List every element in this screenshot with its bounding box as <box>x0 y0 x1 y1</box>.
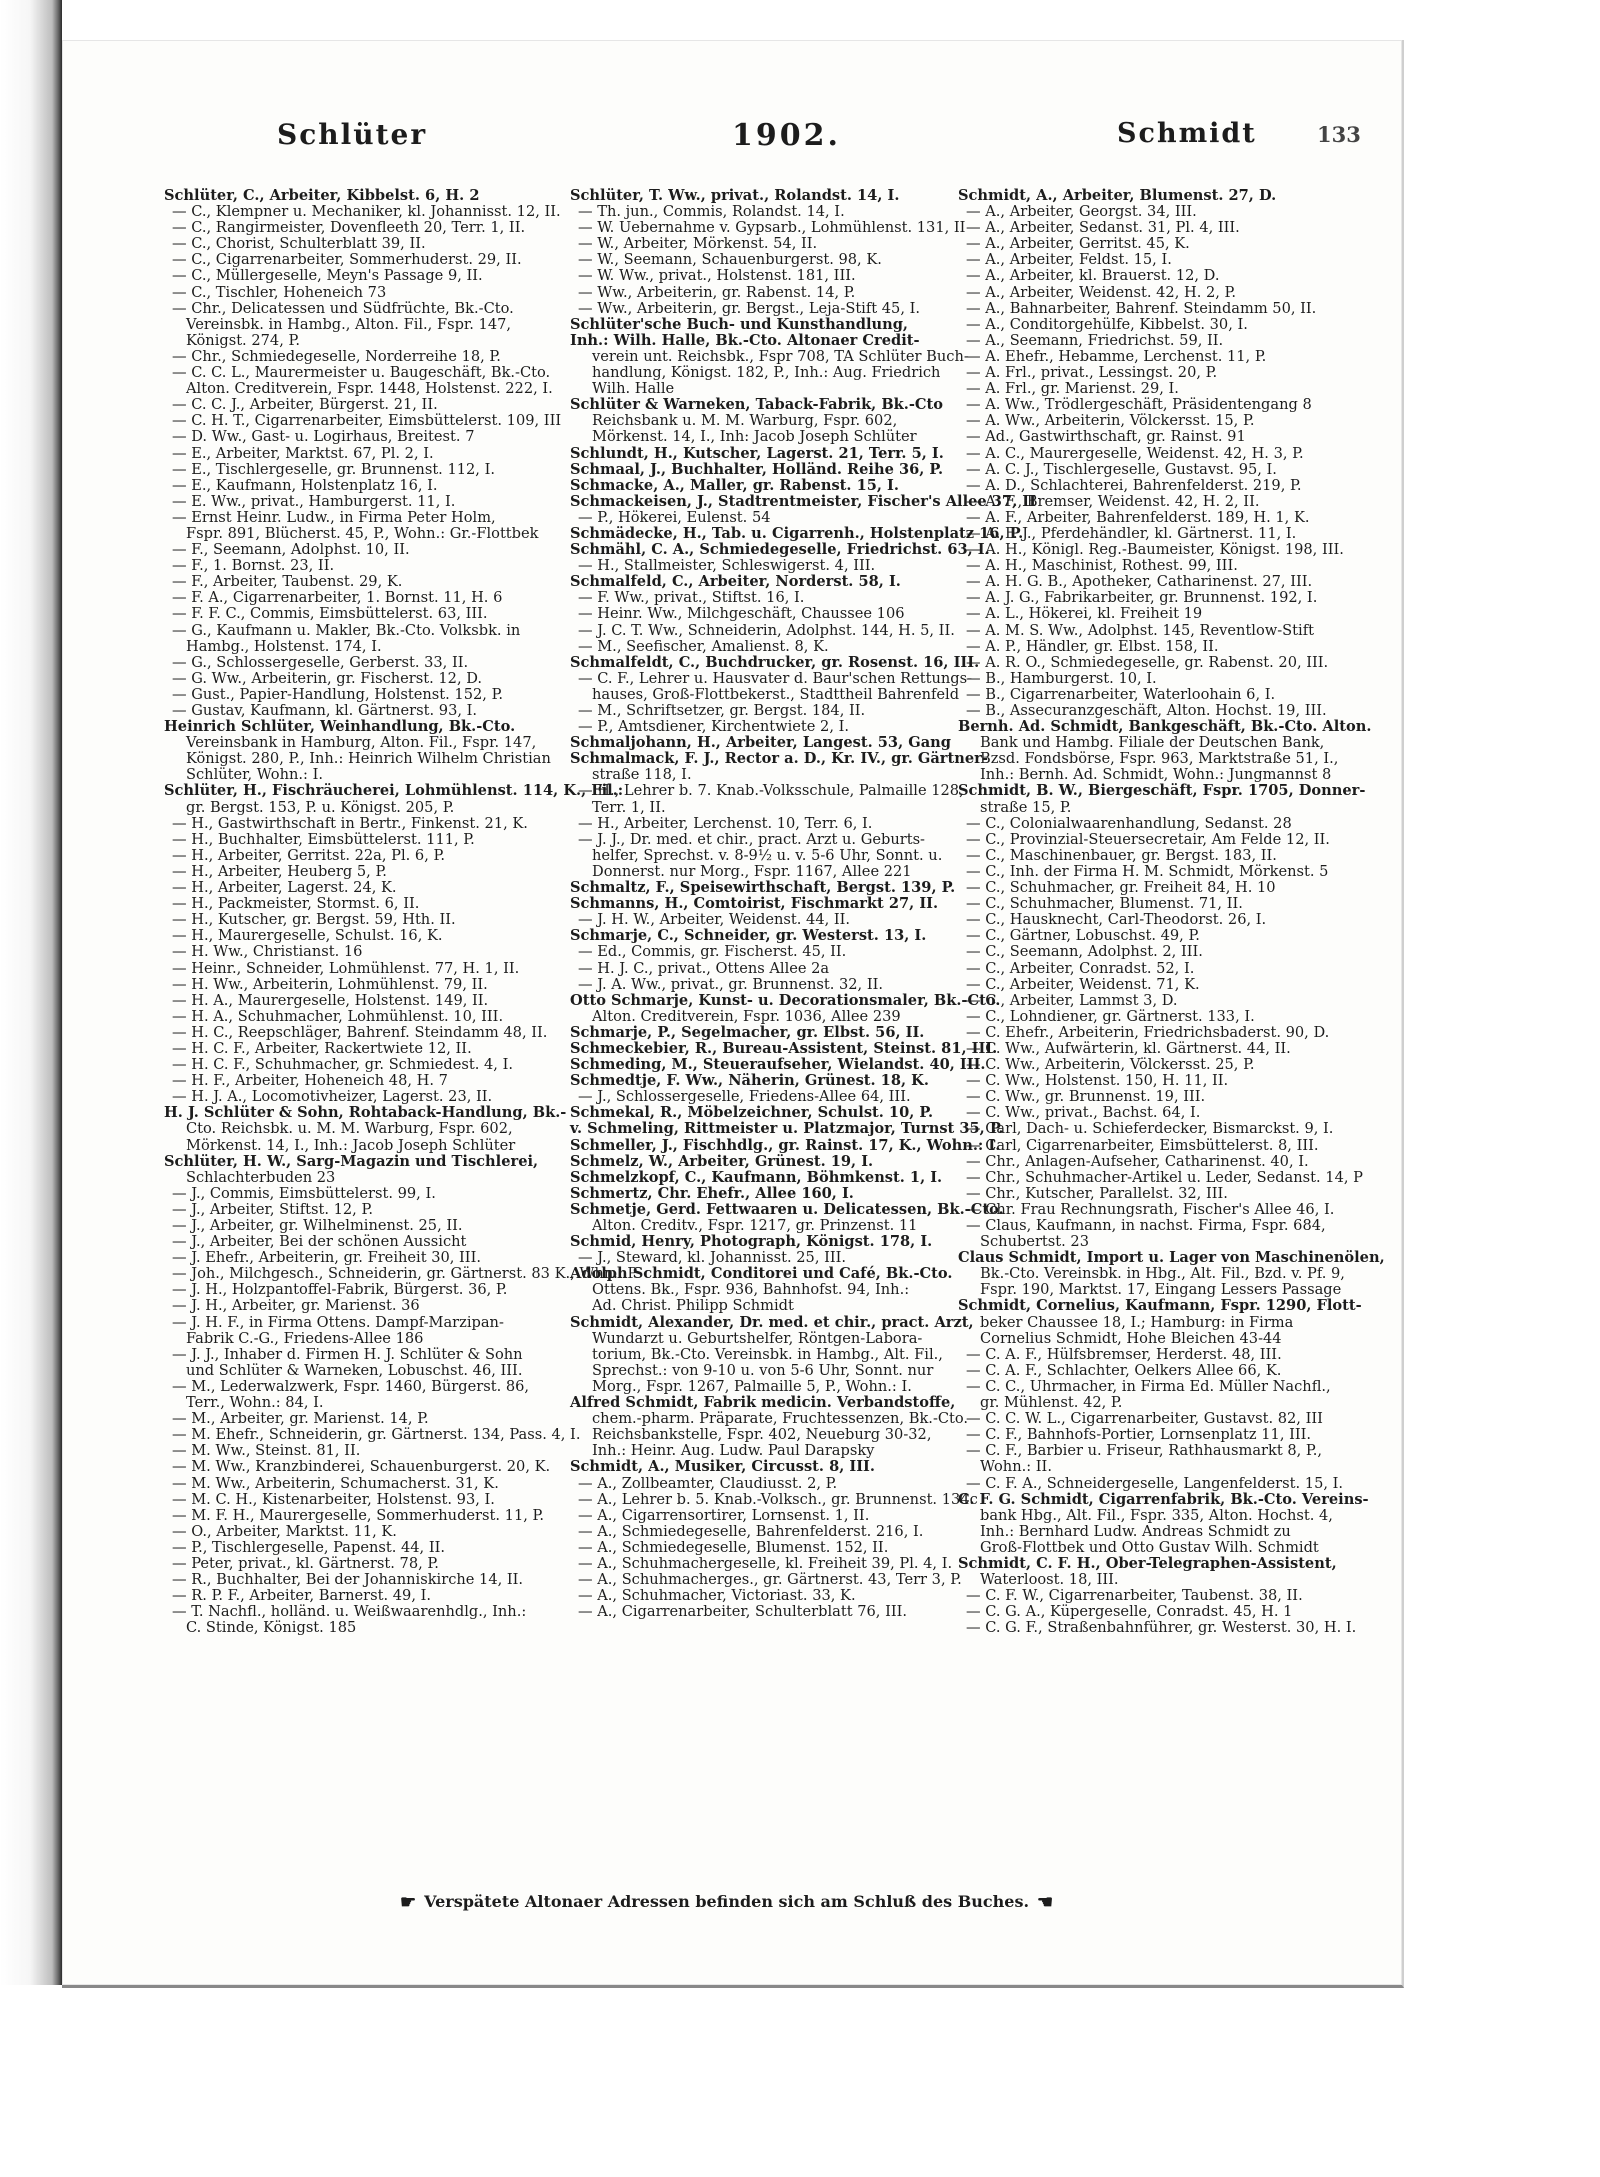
directory-entry: Schmelzkopf, C., Kaufmann, Böhmkenst. 1, I. <box>570 1168 943 1186</box>
directory-entry: Inh.: Wilh. Halle, Bk.-Cto. Altonaer Credit- <box>570 331 920 349</box>
directory-entry: — G., Kaufmann u. Makler, Bk.-Cto. Volksbk. in <box>172 621 521 639</box>
directory-entry: Schmekal, R., Möbelzeichner, Schulst. 10, P. <box>570 1104 934 1122</box>
directory-entry: — H., Maurergeselle, Schulst. 16, K. <box>172 927 443 945</box>
directory-entry: — Chr. Frau Rechnungsrath, Fischer's Allee 46, I. <box>966 1200 1335 1218</box>
directory-entry: — H., Stallmeister, Schleswigerst. 4, III. <box>578 557 876 575</box>
directory-entry: Schlachterbuden 23 <box>186 1168 336 1186</box>
directory-entry: — Heinr., Schneider, Lohmühlenst. 77, H. 1, II. <box>172 959 520 977</box>
directory-entry: — B., Assecuranzgeschäft, Alton. Hochst. 19, III. <box>966 702 1327 719</box>
directory-entry: Terr. 1, II. <box>592 798 666 816</box>
directory-entry: — C., Lohndiener, gr. Gärtnerst. 133, I. <box>966 1007 1255 1025</box>
directory-entry: — Gust., Papier-Handlung, Holstenst. 152, P. <box>172 685 504 703</box>
directory-entry: Inh.: Heinr. Aug. Ludw. Paul Darapsky <box>592 1442 875 1460</box>
directory-entry: H. J. Schlüter & Sohn, Rohtaback-Handlung, Bk.- <box>164 1104 567 1122</box>
directory-entry: Schmidt, A., Musiker, Circusst. 8, III. <box>570 1458 875 1476</box>
directory-entry: Königst. 274, P. <box>186 331 300 349</box>
directory-entry: — C., Müllergeselle, Meyn's Passage 9, II. <box>172 267 483 285</box>
directory-entry: — C. F., Lehrer u. Hausvater d. Baur'schen Rettungs- <box>578 669 973 687</box>
directory-entry: — A., Arbeiter, Sedanst. 31, Pl. 4, III. <box>966 219 1240 237</box>
directory-entry: — C., Klempner u. Mechaniker, kl. Johannisst. 12, II. <box>172 203 561 221</box>
directory-entry: Schmidt, C. F. H., Ober-Telegraphen-Assistent, <box>958 1554 1337 1572</box>
directory-entry: — P., Tischlergeselle, Papenst. 44, II. <box>172 1538 445 1556</box>
directory-entry: — C. Ww., Aufwärterin, kl. Gärtnerst. 44, II. <box>966 1039 1291 1057</box>
directory-entry: — M., Arbeiter, gr. Marienst. 14, P. <box>172 1410 429 1428</box>
directory-entry: — Ww., Arbeiterin, gr. Bergst., Leja-Stift 45, I. <box>578 299 921 317</box>
directory-entry: — G., Schlossergeselle, Gerberst. 33, II. <box>172 653 469 671</box>
directory-entry: — H. J. A., Locomotivheizer, Lagerst. 23, II. <box>172 1088 493 1106</box>
directory-entry: — H. Ww., Arbeiterin, Lohmühlenst. 79, II. <box>172 975 488 993</box>
directory-entry: — C., Arbeiter, Conradst. 52, I. <box>966 959 1195 977</box>
directory-entry: Schmidt, A., Arbeiter, Blumenst. 27, D. <box>958 187 1277 204</box>
directory-entry: Schlüter, H. W., Sarg-Magazin und Tischlerei, <box>164 1152 539 1170</box>
directory-entry: — A., Conditorgehülfe, Kibbelst. 30, I. <box>966 315 1248 333</box>
directory-entry: Schmertz, Chr. Ehefr., Allee 160, I. <box>570 1184 854 1202</box>
directory-entry: — C. C., Uhrmacher, in Firma Ed. Müller Nachfl., <box>966 1377 1331 1395</box>
directory-entry: — Gustav, Kaufmann, kl. Gärtnerst. 93, I. <box>172 702 478 719</box>
directory-entry: — M. F. H., Maurergeselle, Sommerhuderst. 11, P. <box>172 1506 545 1524</box>
directory-entry: — H. A., Schuhmacher, Lohmühlenst. 10, III. <box>172 1007 504 1025</box>
directory-entry: — W. Ww., privat., Holstenst. 181, III. <box>578 267 856 285</box>
directory-entry: — A. M. S. Ww., Adolphst. 145, Reventlow-Stift <box>966 621 1314 639</box>
directory-entry: Wundarzt u. Geburtshelfer, Röntgen-Labora- <box>592 1329 923 1347</box>
directory-entry: — C. C. W. L., Cigarrenarbeiter, Gustavst. 82, III <box>966 1410 1323 1428</box>
directory-entry: Schlundt, H., Kutscher, Lagerst. 21, Terr. 5, I. <box>570 444 944 462</box>
directory-entry: — M., Schriftsetzer, gr. Bergst. 184, II. <box>578 702 866 719</box>
directory-entry: Ad. Christ. Philipp Schmidt <box>592 1297 794 1315</box>
directory-entry: — M. Ww., Steinst. 81, II. <box>172 1442 361 1460</box>
page-header <box>62 118 1402 158</box>
directory-entry: straße 15, P. <box>980 798 1072 816</box>
directory-entry: Schmidt, Alexander, Dr. med. et chir., pract. Arzt, <box>570 1313 974 1331</box>
directory-entry: — H., Lehrer b. 7. Knab.-Volksschule, Palmaille 128, <box>578 782 964 800</box>
directory-entry: Vereinsbk. in Hambg., Alton. Fil., Fspr. 147, <box>186 315 512 333</box>
directory-entry: gr. Bergst. 153, P. u. Königst. 205, P. <box>186 798 455 816</box>
directory-entry: — B., Cigarrenarbeiter, Waterloohain 6, I. <box>966 685 1276 703</box>
directory-entry: — Chr., Kutscher, Parallelst. 32, III. <box>966 1184 1228 1202</box>
directory-entry: Hambg., Holstenst. 174, I. <box>186 637 382 655</box>
directory-entry: — H., Gastwirthschaft in Bertr., Finkenst. 21, K. <box>172 814 528 832</box>
directory-entry: — G. Ww., Arbeiterin, gr. Fischerst. 12, D. <box>172 669 483 687</box>
directory-entry: v. Schmeling, Rittmeister u. Platzmajor, Turnst 35, P. <box>570 1120 1004 1138</box>
directory-entry: — J., Arbeiter, Bei der schönen Aussicht <box>172 1233 467 1251</box>
directory-entry: — C. Ww., gr. Brunnenst. 19, III. <box>966 1088 1206 1106</box>
directory-entry: — Th. jun., Commis, Rolandst. 14, I. <box>578 203 845 221</box>
directory-entry: — C., Schuhmacher, Blumenst. 71, II. <box>966 895 1243 913</box>
directory-entry: handlung, Königst. 182, P., Inh.: Aug. Friedrich <box>592 364 941 382</box>
directory-entry: — C., Maschinenbauer, gr. Bergst. 183, II. <box>966 846 1277 864</box>
directory-entry: — C., Rangirmeister, Dovenfleeth 20, Terr. 1, II. <box>172 219 526 237</box>
directory-entry: Fspr. 891, Blücherst. 45, P., Wohn.: Gr.-Flottbek <box>186 524 539 542</box>
directory-entry: — F., 1. Bornst. 23, II. <box>172 557 335 575</box>
directory-entry: Alfred Schmidt, Fabrik medicin. Verbandstoffe, <box>570 1394 956 1412</box>
directory-entry: torium, Bk.-Cto. Vereinsbk. in Hambg., Alt. Fil., <box>592 1345 943 1363</box>
directory-entry: — F., Arbeiter, Taubenst. 29, K. <box>172 573 403 591</box>
pointing-hand-icon: ☛ <box>1037 1892 1054 1913</box>
directory-entry: — A., Cigarrensortirer, Lornsenst. 1, II. <box>578 1506 870 1524</box>
directory-entry: Schlüter, Wohn.: I. <box>186 766 323 784</box>
directory-entry: — A., Schmiedegeselle, Bahrenfelderst. 216, I. <box>578 1522 924 1540</box>
directory-entry: Schmaltz, F., Speisewirthschaft, Bergst. 139, P. <box>570 879 956 897</box>
directory-entry: — C., Colonialwaarenhandlung, Sedanst. 28 <box>966 814 1292 832</box>
directory-entry: Schlüter, C., Arbeiter, Kibbelst. 6, H. 2 <box>164 187 480 204</box>
directory-entry: — C., Provinzial-Steuersecretair, Am Felde 12, II. <box>966 830 1330 848</box>
directory-entry: gr. Mühlenst. 42, P. <box>980 1394 1123 1412</box>
directory-entry: Schmalfeldt, C., Buchdrucker, gr. Rosenst. 16, III. <box>570 653 980 671</box>
directory-entry: — F. F. C., Commis, Eimsbüttelerst. 63, III. <box>172 605 488 623</box>
directory-entry: Donnerst. nur Morg., Fspr. 1167, Allee 221 <box>592 862 912 880</box>
pointing-hand-icon: ☛ <box>400 1892 417 1913</box>
directory-entry: — C., Inh. der Firma H. M. Schmidt, Mörkenst. 5 <box>966 862 1329 880</box>
directory-entry: Schmarje, C., Schneider, gr. Westerst. 13, I. <box>570 927 927 945</box>
directory-entry: Claus Schmidt, Import u. Lager von Maschinenölen, <box>958 1249 1385 1267</box>
directory-entry: Schmanns, H., Comtoirist, Fischmarkt 27, II. <box>570 895 939 913</box>
directory-entry: — C., Tischler, Hoheneich 73 <box>172 283 387 301</box>
directory-entry: — E., Arbeiter, Marktst. 67, Pl. 2, I. <box>172 444 434 462</box>
directory-entry: Schubertst. 23 <box>980 1233 1089 1251</box>
directory-entry: — M. Ehefr., Schneiderin, gr. Gärtnerst. 134, Pass. 4, I. <box>172 1426 581 1444</box>
directory-entry: — C. F. A., Schneidergeselle, Langenfelderst. 15, I. <box>966 1474 1344 1492</box>
directory-entry: — E., Tischlergeselle, gr. Brunnenst. 112, I. <box>172 460 495 478</box>
directory-entry: — A., Arbeiter, Feldst. 15, I. <box>966 251 1172 269</box>
directory-entry: — F., Seemann, Adolphst. 10, II. <box>172 541 410 559</box>
directory-entry: — Ed., Commis, gr. Fischerst. 45, II. <box>578 943 847 961</box>
directory-entry: Vereinsbank in Hamburg, Alton. Fil., Fspr. 147, <box>186 734 537 752</box>
directory-entry: Adolph Schmidt, Conditorei und Café, Bk.-Cto. <box>570 1265 953 1283</box>
directory-entry: chem.-pharm. Präparate, Fruchtessenzen, Bk.-Cto. <box>592 1410 969 1428</box>
directory-entry: — M., Seefischer, Amalienst. 8, K. <box>578 637 829 655</box>
directory-entry: — C., Gärtner, Lobuschst. 49, P. <box>966 927 1200 945</box>
directory-entry: Schmalmack, F. J., Rector a. D., Kr. IV., gr. Gärtner- <box>570 750 988 768</box>
directory-entry: — Ad., Gastwirthschaft, gr. Rainst. 91 <box>966 428 1246 446</box>
directory-entry: — J. H., Arbeiter, gr. Marienst. 36 <box>172 1297 420 1315</box>
directory-entry: beker Chaussee 18, I.; Hamburg: in Firma <box>980 1313 1294 1331</box>
directory-entry: — H. C. F., Schuhmacher, gr. Schmiedest. 4, I. <box>172 1056 513 1074</box>
directory-entry: — A., Schuhmacherges., gr. Gärtnerst. 43, Terr 3, P. <box>578 1571 962 1589</box>
directory-entry: — J. J., Dr. med. et chir., pract. Arzt u. Geburts- <box>578 830 925 848</box>
directory-entry: Bank und Hambg. Filiale der Deutschen Bank, <box>980 734 1325 752</box>
directory-entry: Schmeller, J., Fischhdlg., gr. Rainst. 17, K., Wohn.: I. <box>570 1136 1001 1154</box>
directory-entry: Alton. Creditverein, Fspr. 1448, Holstenst. 222, I. <box>186 380 553 398</box>
directory-entry: — H., Arbeiter, Gerritst. 22a, Pl. 6, P. <box>172 846 445 864</box>
directory-entry: helfer, Sprechst. v. 8-9½ u. v. 5-6 Uhr, Sonnt. u. <box>592 846 943 864</box>
directory-entry: — P., Hökerei, Eulenst. 54 <box>578 508 771 526</box>
directory-entry: Waterloost. 18, III. <box>980 1571 1119 1589</box>
directory-entry: — C. Ehefr., Arbeiterin, Friedrichsbaderst. 90, D. <box>966 1023 1330 1041</box>
directory-entry: — A. H., Königl. Reg.-Baumeister, Königst. 198, III. <box>966 541 1344 559</box>
directory-entry: Schmähl, C. A., Schmiedegeselle, Friedrichst. 63, I. <box>570 541 990 559</box>
directory-entry: Morg., Fspr. 1267, Palmaille 5, P., Wohn.: I. <box>592 1377 912 1395</box>
directory-entry: bank Hbg., Alt. Fil., Fspr. 335, Alton. Hochst. 4, <box>980 1506 1333 1524</box>
directory-entry: — Carl, Dach- u. Schieferdecker, Bismarckst. 9, I. <box>966 1120 1334 1138</box>
directory-entry: Fspr. 190, Marktst. 17, Eingang Lessers Passage <box>980 1281 1342 1299</box>
directory-entry: — W. Uebernahme v. Gypsarb., Lohmühlenst. 131, II <box>578 219 966 237</box>
directory-entry: — A. C. J., Tischlergeselle, Gustavst. 95, I. <box>966 460 1277 478</box>
directory-entry: — B., Hamburgerst. 10, I. <box>966 669 1157 687</box>
directory-entry: — W., Seemann, Schauenburgerst. 98, K. <box>578 251 882 269</box>
directory-entry: — A. H. G. B., Apotheker, Catharinenst. 27, III. <box>966 573 1313 591</box>
directory-entry: — E., Kaufmann, Holstenplatz 16, I. <box>172 476 438 494</box>
directory-entry: Alton. Creditverein, Fspr. 1036, Allee 239 <box>592 1007 901 1025</box>
footer-notice <box>392 1892 1172 1913</box>
directory-entry: Wilh. Halle <box>592 380 675 398</box>
directory-entry: — J. Ehefr., Arbeiterin, gr. Freiheit 30, III. <box>172 1249 481 1267</box>
directory-entry: Schmarje, P., Segelmacher, gr. Elbst. 56, II. <box>570 1023 925 1041</box>
directory-entry: — C. Ww., privat., Bachst. 64, I. <box>966 1104 1201 1122</box>
directory-entry: — Carl, Cigarrenarbeiter, Eimsbüttelerst. 8, III. <box>966 1136 1319 1154</box>
directory-entry: Schmedtje, F. Ww., Näherin, Grünest. 18, K. <box>570 1072 929 1090</box>
directory-entry: — J. C. T. Ww., Schneiderin, Adolphst. 144, H. 5, II. <box>578 621 955 639</box>
directory-entry: — C. C. J., Arbeiter, Bürgerst. 21, II. <box>172 396 438 414</box>
directory-entry: — Chr., Anlagen-Aufseher, Catharinenst. 40, I. <box>966 1152 1309 1170</box>
footer-text: Verspätete Altonaer Adressen befinden sich am Schluß des Buches. <box>424 1892 1030 1911</box>
directory-entry: — E. Ww., privat., Hamburgerst. 11, I. <box>172 492 456 510</box>
directory-entry: Bernh. Ad. Schmidt, Bankgeschäft, Bk.-Cto. Alton. <box>958 718 1372 736</box>
directory-entry: Königst. 280, P., Inh.: Heinrich Wilhelm Christian <box>186 750 551 768</box>
directory-entry: Schmaal, J., Buchhalter, Holländ. Reihe 36, P. <box>570 460 944 478</box>
page-number: 133 <box>1317 122 1361 147</box>
directory-entry: — R. P. F., Arbeiter, Barnerst. 49, I. <box>172 1587 432 1605</box>
header-left-keyword: Schlüter <box>277 118 428 151</box>
directory-entry: — A. Ww., Arbeiterin, Völckersst. 15, P. <box>966 412 1255 430</box>
directory-entry: — A. F. J., Pferdehändler, kl. Gärtnerst. 11, I. <box>966 524 1297 542</box>
directory-entry: — C., Cigarrenarbeiter, Sommerhuderst. 29, II. <box>172 251 522 269</box>
directory-entry: — A., Arbeiter, Weidenst. 42, H. 2, P. <box>966 283 1237 301</box>
directory-entry: — H., Arbeiter, Lerchenst. 10, Terr. 6, I. <box>578 814 873 832</box>
directory-entry: — J. H. W., Arbeiter, Weidenst. 44, II. <box>578 911 851 929</box>
directory-entry: — A., Arbeiter, Gerritst. 45, K. <box>966 235 1190 253</box>
directory-entry: — H., Arbeiter, Lagerst. 24, K. <box>172 879 397 897</box>
directory-entry: — C., Chorist, Schulterblatt 39, II. <box>172 235 426 253</box>
directory-entry: — A. L., Hökerei, kl. Freiheit 19 <box>966 605 1203 623</box>
directory-entry: — A., Schuhmachergeselle, kl. Freiheit 39, Pl. 4, I. <box>578 1554 953 1572</box>
directory-page <box>62 40 1404 1988</box>
directory-entry: — A. Frl., gr. Marienst. 29, I. <box>966 380 1179 398</box>
directory-entry: — C., Seemann, Adolphst. 2, III. <box>966 943 1203 961</box>
directory-entry: — C. G. F., Straßenbahnführer, gr. Westerst. 30, H. I. <box>966 1619 1357 1637</box>
directory-entry: Ottens. Bk., Fspr. 936, Bahnhofst. 94, Inh.: <box>592 1281 910 1299</box>
directory-entry: — W., Arbeiter, Mörkenst. 54, II. <box>578 235 818 253</box>
directory-entry: — H. A., Maurergeselle, Holstenst. 149, II. <box>172 991 489 1009</box>
directory-entry: — A., Schuhmacher, Victoriast. 33, K. <box>578 1587 856 1605</box>
directory-entry: — Chr., Schuhmacher-Artikel u. Leder, Sedanst. 14, P <box>966 1168 1363 1186</box>
directory-entry: — A. Ehefr., Hebamme, Lerchenst. 11, P. <box>966 347 1267 365</box>
directory-entry: — A., Lehrer b. 5. Knab.-Volksch., gr. Brunnenst. 134c <box>578 1490 978 1508</box>
directory-entry: Bk.-Cto. Vereinsbk. in Hbg., Alt. Fil., Bzd. v. Pf. 9, <box>980 1265 1345 1283</box>
directory-entry: — C., Arbeiter, Lammst 3, D. <box>966 991 1178 1009</box>
directory-entry: — Peter, privat., kl. Gärtnerst. 78, P. <box>172 1554 439 1572</box>
directory-entry: — A., Cigarrenarbeiter, Schulterblatt 76, III. <box>578 1603 907 1621</box>
directory-entry: — Ww., Arbeiterin, gr. Rabenst. 14, P. <box>578 283 856 301</box>
directory-entry: Sprechst.: von 9-10 u. von 5-6 Uhr, Sonnt. nur <box>592 1361 934 1379</box>
directory-entry: Schmid, Henry, Photograph, Königst. 178, I. <box>570 1233 933 1251</box>
directory-entry: Mörkenst. 14, I., Inh: Jacob Joseph Schlüter <box>592 428 917 446</box>
directory-entry: Mörkenst. 14, I., Inh.: Jacob Joseph Schlüter <box>186 1136 516 1154</box>
directory-entry: Schmidt, B. W., Biergeschäft, Fspr. 1705, Donner- <box>958 782 1366 800</box>
directory-entry: — H., Buchhalter, Eimsbüttelerst. 111, P. <box>172 830 475 848</box>
directory-entry: — C. Ww., Holstenst. 150, H. 11, II. <box>966 1072 1229 1090</box>
directory-entry: Reichsbank u. M. M. Warburg, Fspr. 602, <box>592 412 898 430</box>
directory-entry: Schmeding, M., Steueraufseher, Wielandst. 40, III. <box>570 1056 986 1074</box>
directory-entry: — M., Lederwalzwerk, Fspr. 1460, Bürgerst. 86, <box>172 1377 530 1395</box>
directory-entry: hauses, Groß-Flottbekerst., Stadttheil Bahrenfeld <box>592 685 960 703</box>
directory-entry: — C. C. L., Maurermeister u. Baugeschäft, Bk.-Cto. <box>172 364 551 382</box>
directory-entry: — H., Kutscher, gr. Bergst. 59, Hth. II. <box>172 911 456 929</box>
directory-entry: — J., Arbeiter, gr. Wilhelminenst. 25, II. <box>172 1217 463 1234</box>
column-3 <box>958 187 1385 1868</box>
directory-entry: — A. P., Händler, gr. Elbst. 158, II. <box>966 637 1219 655</box>
directory-entry: Schmackeisen, J., Stadtrentmeister, Fischer's Allee 37, II <box>570 492 1036 510</box>
directory-entry: — A., Zollbeamter, Claudiusst. 2, P. <box>578 1474 838 1492</box>
directory-entry: — H. Ww., Christianst. 16 <box>172 943 363 961</box>
header-right-keyword: Schmidt <box>1117 118 1257 149</box>
directory-entry: Fabrik C.-G., Friedens-Allee 186 <box>186 1329 424 1347</box>
directory-entry: verein unt. Reichsbk., Fspr 708, TA Schlüter Buch- <box>592 347 969 365</box>
directory-entry: Schlüter, T. Ww., privat., Rolandst. 14, I. <box>570 187 900 204</box>
directory-entry: — A. F., Bremser, Weidenst. 42, H. 2, II. <box>966 492 1260 510</box>
directory-entry: — F. A., Cigarrenarbeiter, 1. Bornst. 11, H. 6 <box>172 589 503 607</box>
directory-entry: straße 118, I. <box>592 766 692 784</box>
directory-entry: Schmetje, Gerd. Fettwaaren u. Delicatessen, Bk.-Cto. <box>570 1200 1004 1218</box>
directory-entry: — C. H. T., Cigarrenarbeiter, Eimsbüttelerst. 109, III <box>172 412 562 430</box>
directory-entry: — A. R. O., Schmiedegeselle, gr. Rabenst. 20, III. <box>966 653 1329 671</box>
directory-entry: — J. A. Ww., privat., gr. Brunnenst. 32, II. <box>578 975 884 993</box>
directory-entry: — A. Ww., Trödlergeschäft, Präsidentengang 8 <box>966 396 1312 414</box>
directory-entry: — A. F., Arbeiter, Bahrenfelderst. 189, H. 1, K. <box>966 508 1310 526</box>
directory-entry: — M. Ww., Kranzbinderei, Schauenburgerst. 20, K. <box>172 1458 551 1476</box>
directory-entry: Bzsd. Fondsbörse, Fspr. 963, Marktstraße 51, I., <box>980 750 1339 768</box>
directory-entry: — P., Amtsdiener, Kirchentwiete 2, I. <box>578 718 849 736</box>
directory-entry: Inh.: Bernh. Ad. Schmidt, Wohn.: Jungmannst 8 <box>980 766 1332 784</box>
directory-entry: — H., Packmeister, Stormst. 6, II. <box>172 895 420 913</box>
directory-entry: — Heinr. Ww., Milchgeschäft, Chaussee 106 <box>578 605 905 623</box>
directory-entry: — H. F., Arbeiter, Hoheneich 48, H. 7 <box>172 1072 448 1090</box>
directory-entry: — A. D., Schlachterei, Bahrenfelderst. 219, P. <box>966 476 1302 494</box>
directory-entry: — C. Ww., Arbeiterin, Völckersst. 25, P. <box>966 1056 1255 1074</box>
directory-entry: — Joh., Milchgesch., Schneiderin, gr. Gärtnerst. 83 K., Whn.: P <box>172 1265 638 1283</box>
directory-entry: — A., Schmiedegeselle, Blumenst. 152, II. <box>578 1538 889 1556</box>
directory-entry: — J. H., Holzpantoffel-Fabrik, Bürgerst. 36, P. <box>172 1281 508 1299</box>
scan-edge <box>0 0 62 1985</box>
directory-entry: — M. C. H., Kistenarbeiter, Holstenst. 93, I. <box>172 1490 495 1508</box>
directory-entry: — A. H., Maschinist, Rothest. 99, III. <box>966 557 1238 575</box>
directory-entry: — C., Arbeiter, Weidenst. 71, K. <box>966 975 1200 993</box>
directory-entry: Schmaljohann, H., Arbeiter, Langest. 53, Gang <box>570 734 951 752</box>
directory-entry: — J., Arbeiter, Stiftst. 12, P. <box>172 1200 373 1218</box>
directory-entry: — Chr., Schmiedegeselle, Norderreihe 18, P. <box>172 347 501 365</box>
directory-entry: C. Stinde, Königst. 185 <box>186 1619 357 1637</box>
directory-entry: Schlüter'sche Buch- und Kunsthandlung, <box>570 315 909 333</box>
header-year: 1902. <box>732 118 841 153</box>
directory-entry: Terr., Wohn.: 84, I. <box>186 1394 324 1412</box>
directory-entry: — H. J. C., privat., Ottens Allee 2a <box>578 959 830 977</box>
directory-entry: — A., Arbeiter, Georgst. 34, III. <box>966 203 1197 221</box>
directory-entry: Schmacke, A., Maller, gr. Rabenst. 15, I. <box>570 476 899 494</box>
directory-entry: — H. C. F., Arbeiter, Rackertwiete 12, II. <box>172 1039 472 1057</box>
directory-entry: Wohn.: II. <box>980 1458 1052 1476</box>
directory-entry: Alton. Creditv., Fspr. 1217, gr. Prinzenst. 11 <box>592 1217 918 1234</box>
directory-entry: Reichsbankstelle, Fspr. 402, Neueburg 30-32, <box>592 1426 932 1444</box>
directory-entry: — J., Schlossergeselle, Friedens-Allee 64, III. <box>578 1088 911 1106</box>
directory-entry: — A. J. G., Fabrikarbeiter, gr. Brunnenst. 192, I. <box>966 589 1318 607</box>
directory-entry: — F. Ww., privat., Stiftst. 16, I. <box>578 589 805 607</box>
directory-entry: — C. A. F., Schlachter, Oelkers Allee 66, K. <box>966 1361 1282 1379</box>
directory-entry: — Ernst Heinr. Ludw., in Firma Peter Holm, <box>172 508 496 526</box>
directory-entry: Schmelz, W., Arbeiter, Grünest. 19, I. <box>570 1152 874 1170</box>
directory-entry: Cornelius Schmidt, Hohe Bleichen 43-44 <box>980 1329 1282 1347</box>
directory-entry: — C., Schuhmacher, gr. Freiheit 84, H. 10 <box>966 879 1276 897</box>
directory-entry: — A. Frl., privat., Lessingst. 20, P. <box>966 364 1218 382</box>
directory-entry: — O., Arbeiter, Marktst. 11, K. <box>172 1522 397 1540</box>
directory-entry: Schlüter, H., Fischräucherei, Lohmühlenst. 114, K., Fil.: <box>164 782 624 800</box>
directory-entry: — C., Hausknecht, Carl-Theodorst. 26, I. <box>966 911 1267 929</box>
directory-entry: — J. H. F., in Firma Ottens. Dampf-Marzipan- <box>172 1313 504 1331</box>
directory-entry: — C. F., Barbier u. Friseur, Rathhausmarkt 8, P., <box>966 1442 1323 1460</box>
directory-entry: Inh.: Bernhard Ludw. Andreas Schmidt zu <box>980 1522 1291 1540</box>
directory-entry: — J., Steward, kl. Johannisst. 25, III. <box>578 1249 847 1267</box>
directory-entry: — C. A. F., Hülfsbremser, Herderst. 48, III. <box>966 1345 1282 1363</box>
directory-entry: — J. J., Inhaber d. Firmen H. J. Schlüter & Sohn <box>172 1345 523 1363</box>
directory-entry: Schmidt, Cornelius, Kaufmann, Fspr. 1290, Flott- <box>958 1297 1362 1315</box>
directory-entry: — A., Arbeiter, kl. Brauerst. 12, D. <box>966 267 1220 285</box>
directory-entry: Schlüter & Warneken, Taback-Fabrik, Bk.-Cto <box>570 396 944 414</box>
directory-entry: — Claus, Kaufmann, in nachst. Firma, Fspr. 684, <box>966 1217 1326 1234</box>
directory-entry: — A. C., Maurergeselle, Weidenst. 42, H. 3, P. <box>966 444 1304 462</box>
directory-entry: — T. Nachfl., holländ. u. Weißwaarenhdlg., Inh.: <box>172 1603 527 1621</box>
directory-entry: — R., Buchhalter, Bei der Johanniskirche 14, II. <box>172 1571 524 1589</box>
directory-entry: — Chr., Delicatessen und Südfrüchte, Bk.-Cto. <box>172 299 514 317</box>
directory-entry: — J., Commis, Eimsbüttelerst. 99, I. <box>172 1184 436 1202</box>
directory-entry: Heinrich Schlüter, Weinhandlung, Bk.-Cto. <box>164 718 516 736</box>
directory-entry: Cto. Reichsbk. u. M. M. Warburg, Fspr. 602, <box>186 1120 513 1138</box>
directory-entry: und Schlüter & Warneken, Lobuschst. 46, III. <box>186 1361 523 1379</box>
directory-entry: Schmädecke, H., Tab. u. Cigarrenh., Holstenplatz 16, P. <box>570 524 1024 542</box>
directory-entry: — M. Ww., Arbeiterin, Schumacherst. 31, K. <box>172 1474 499 1492</box>
directory-entry: — A., Seemann, Friedrichst. 59, II. <box>966 331 1224 349</box>
directory-entry: Otto Schmarje, Kunst- u. Decorationsmaler, Bk.-Cto. <box>570 991 1001 1009</box>
directory-entry: — H. C., Reepschläger, Bahrenf. Steindamm 48, II. <box>172 1023 548 1041</box>
directory-entry: — C. F., Bahnhofs-Portier, Lornsenplatz 11, III. <box>966 1426 1312 1444</box>
directory-entry: — C. F. W., Cigarrenarbeiter, Taubenst. 38, II. <box>966 1587 1303 1605</box>
directory-entry: C. F. G. Schmidt, Cigarrenfabrik, Bk.-Cto. Vereins- <box>958 1490 1369 1508</box>
directory-entry: — A., Bahnarbeiter, Bahrenf. Steindamm 50, II. <box>966 299 1317 317</box>
directory-entry: — D. Ww., Gast- u. Logirhaus, Breitest. 7 <box>172 428 475 446</box>
directory-entry: Schmalfeld, C., Arbeiter, Norderst. 58, I. <box>570 573 901 591</box>
directory-entry: Schmeckebier, R., Bureau-Assistent, Steinst. 81, III. <box>570 1039 998 1057</box>
directory-entry: — C. G. A., Küpergeselle, Conradst. 45, H. 1 <box>966 1603 1293 1621</box>
directory-entry: Groß-Flottbek und Otto Gustav Wilh. Schmidt <box>980 1538 1319 1556</box>
directory-entry: — H., Arbeiter, Heuberg 5, P. <box>172 862 387 880</box>
